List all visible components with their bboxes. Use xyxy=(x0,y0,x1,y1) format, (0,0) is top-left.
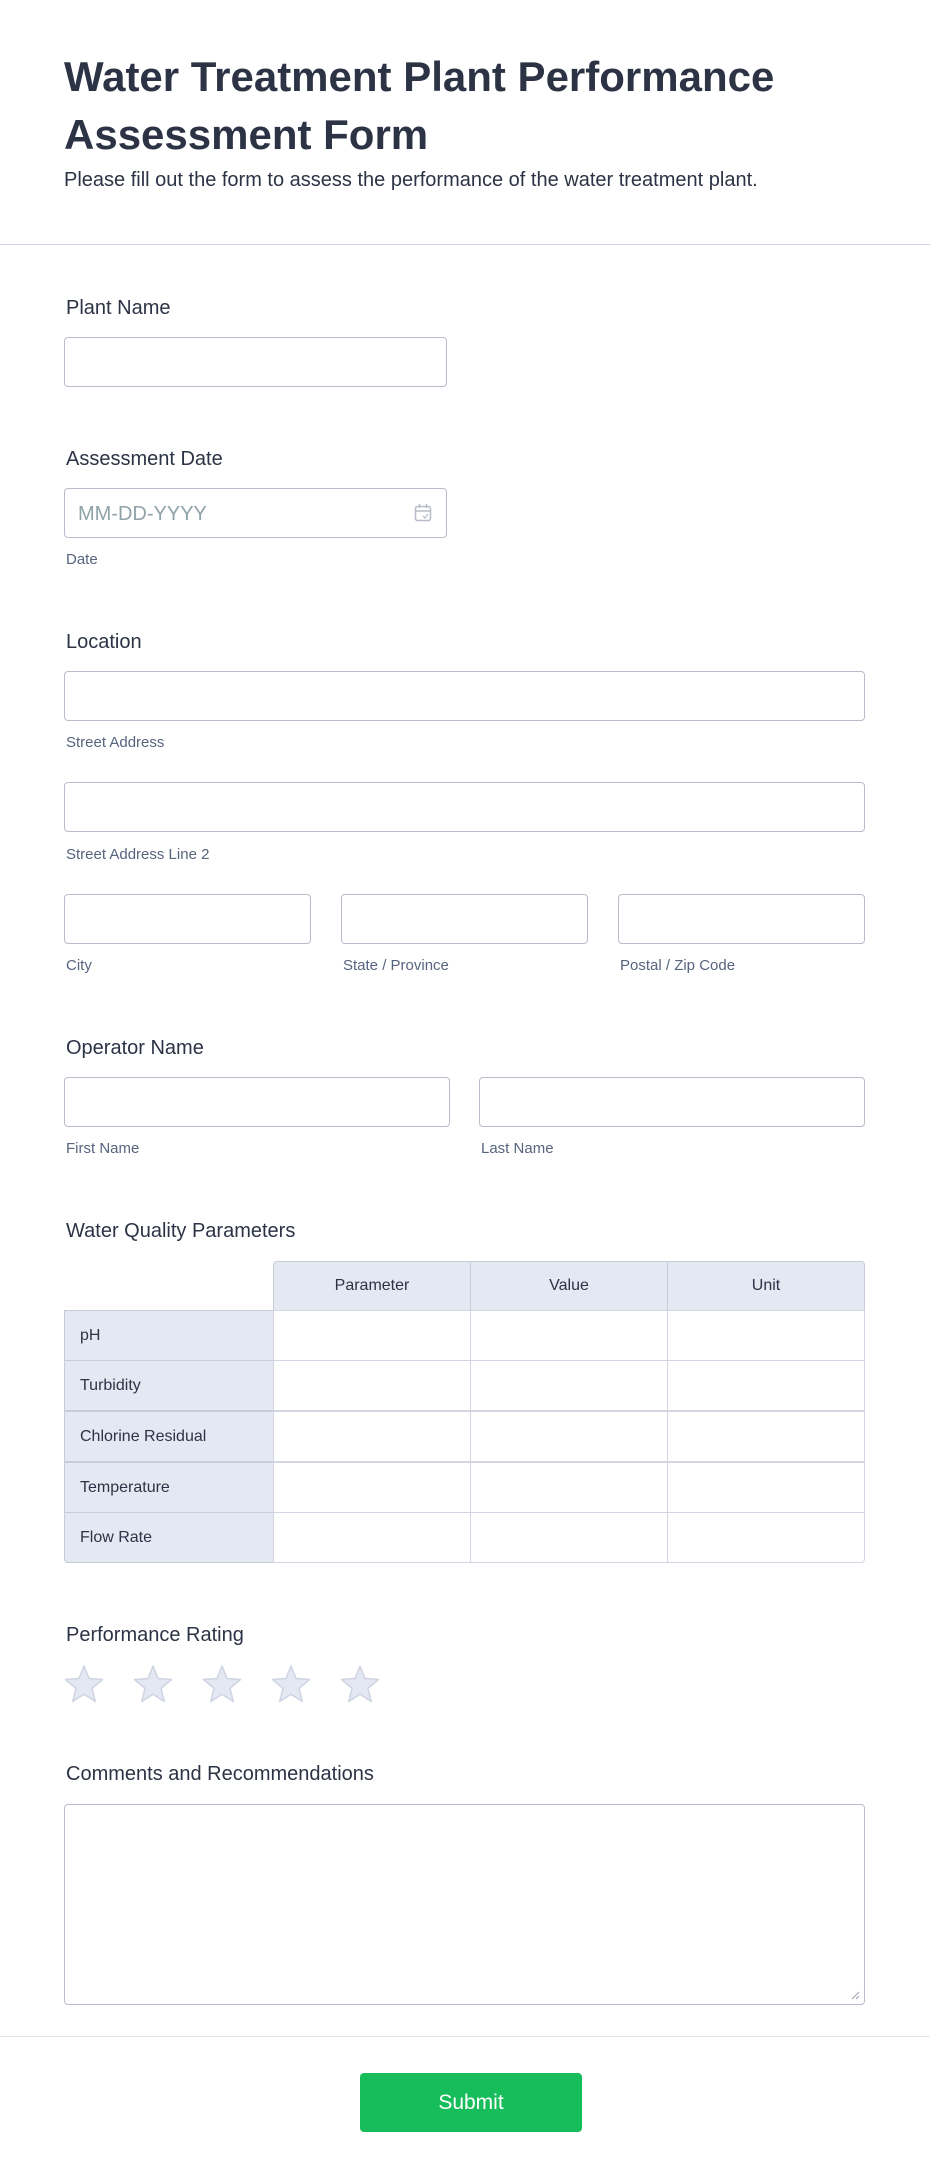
matrix-cell[interactable] xyxy=(470,1462,668,1513)
date-placeholder: MM-DD-YYYY xyxy=(78,503,207,525)
table-row xyxy=(64,1360,865,1411)
star-icon[interactable] xyxy=(133,1664,173,1704)
matrix-cell[interactable] xyxy=(273,1512,471,1563)
zip-input[interactable] xyxy=(618,894,865,944)
star-icon[interactable] xyxy=(202,1664,242,1704)
water-quality-matrix xyxy=(64,1261,865,1564)
matrix-cell[interactable] xyxy=(273,1310,471,1361)
matrix-cell[interactable] xyxy=(470,1310,668,1361)
star-icon[interactable] xyxy=(64,1664,104,1704)
first-name-sublabel: First Name xyxy=(66,1140,140,1157)
star-icon[interactable] xyxy=(340,1664,380,1704)
street-address-sublabel: Street Address xyxy=(66,734,165,751)
column-header-value: Value xyxy=(470,1261,668,1311)
assessment-date-label: Assessment Date xyxy=(66,448,223,470)
plant-name-input[interactable] xyxy=(64,337,447,387)
matrix-cell[interactable] xyxy=(667,1512,865,1563)
city-input[interactable] xyxy=(64,894,311,944)
calendar-icon[interactable] xyxy=(414,503,432,523)
form-subtitle: Please fill out the form to assess the performance of the water treatment plant. xyxy=(64,169,758,191)
row-label-ph: pH xyxy=(64,1310,274,1361)
water-quality-label: Water Quality Parameters xyxy=(66,1220,296,1242)
street-address-input[interactable] xyxy=(64,671,865,721)
matrix-cell[interactable] xyxy=(667,1310,865,1361)
matrix-cell[interactable] xyxy=(470,1360,668,1411)
submit-button[interactable]: Submit xyxy=(360,2073,582,2132)
location-label: Location xyxy=(66,631,142,653)
matrix-cell[interactable] xyxy=(667,1462,865,1513)
state-input[interactable] xyxy=(341,894,588,944)
column-header-unit: Unit xyxy=(667,1261,865,1311)
form-title: Water Treatment Plant Performance Assessment Form xyxy=(64,53,775,158)
matrix-cell[interactable] xyxy=(273,1360,471,1411)
comments-textarea[interactable] xyxy=(64,1804,865,2005)
column-header-parameter: Parameter xyxy=(273,1261,471,1311)
row-label-turbidity: Turbidity xyxy=(64,1360,274,1411)
assessment-date-input[interactable] xyxy=(64,488,447,538)
row-label-chlorine-residual: Chlorine Residual xyxy=(64,1411,274,1462)
city-sublabel: City xyxy=(66,957,92,974)
table-row xyxy=(64,1512,865,1563)
resize-grip-icon[interactable] xyxy=(850,1990,860,2000)
last-name-input[interactable] xyxy=(479,1077,865,1127)
matrix-cell[interactable] xyxy=(667,1360,865,1411)
matrix-cell[interactable] xyxy=(667,1411,865,1462)
matrix-cell[interactable] xyxy=(273,1462,471,1513)
last-name-sublabel: Last Name xyxy=(481,1140,554,1157)
star-icon[interactable] xyxy=(271,1664,311,1704)
matrix-cell[interactable] xyxy=(470,1411,668,1462)
plant-name-label: Plant Name xyxy=(66,297,171,319)
comments-label: Comments and Recommendations xyxy=(66,1763,374,1785)
table-row xyxy=(64,1411,865,1462)
table-row xyxy=(64,1310,865,1361)
table-row xyxy=(64,1462,865,1513)
matrix-cell[interactable] xyxy=(273,1411,471,1462)
matrix-cell[interactable] xyxy=(470,1512,668,1563)
state-sublabel: State / Province xyxy=(343,957,449,974)
street-address-line2-sublabel: Street Address Line 2 xyxy=(66,846,210,863)
form-header xyxy=(0,0,930,245)
operator-name-label: Operator Name xyxy=(66,1037,204,1059)
row-label-temperature: Temperature xyxy=(64,1462,274,1513)
zip-sublabel: Postal / Zip Code xyxy=(620,957,736,974)
date-sublabel: Date xyxy=(66,551,98,568)
row-label-flow-rate: Flow Rate xyxy=(64,1512,274,1563)
performance-rating-label: Performance Rating xyxy=(66,1624,244,1646)
first-name-input[interactable] xyxy=(64,1077,450,1127)
street-address-line2-input[interactable] xyxy=(64,782,865,832)
